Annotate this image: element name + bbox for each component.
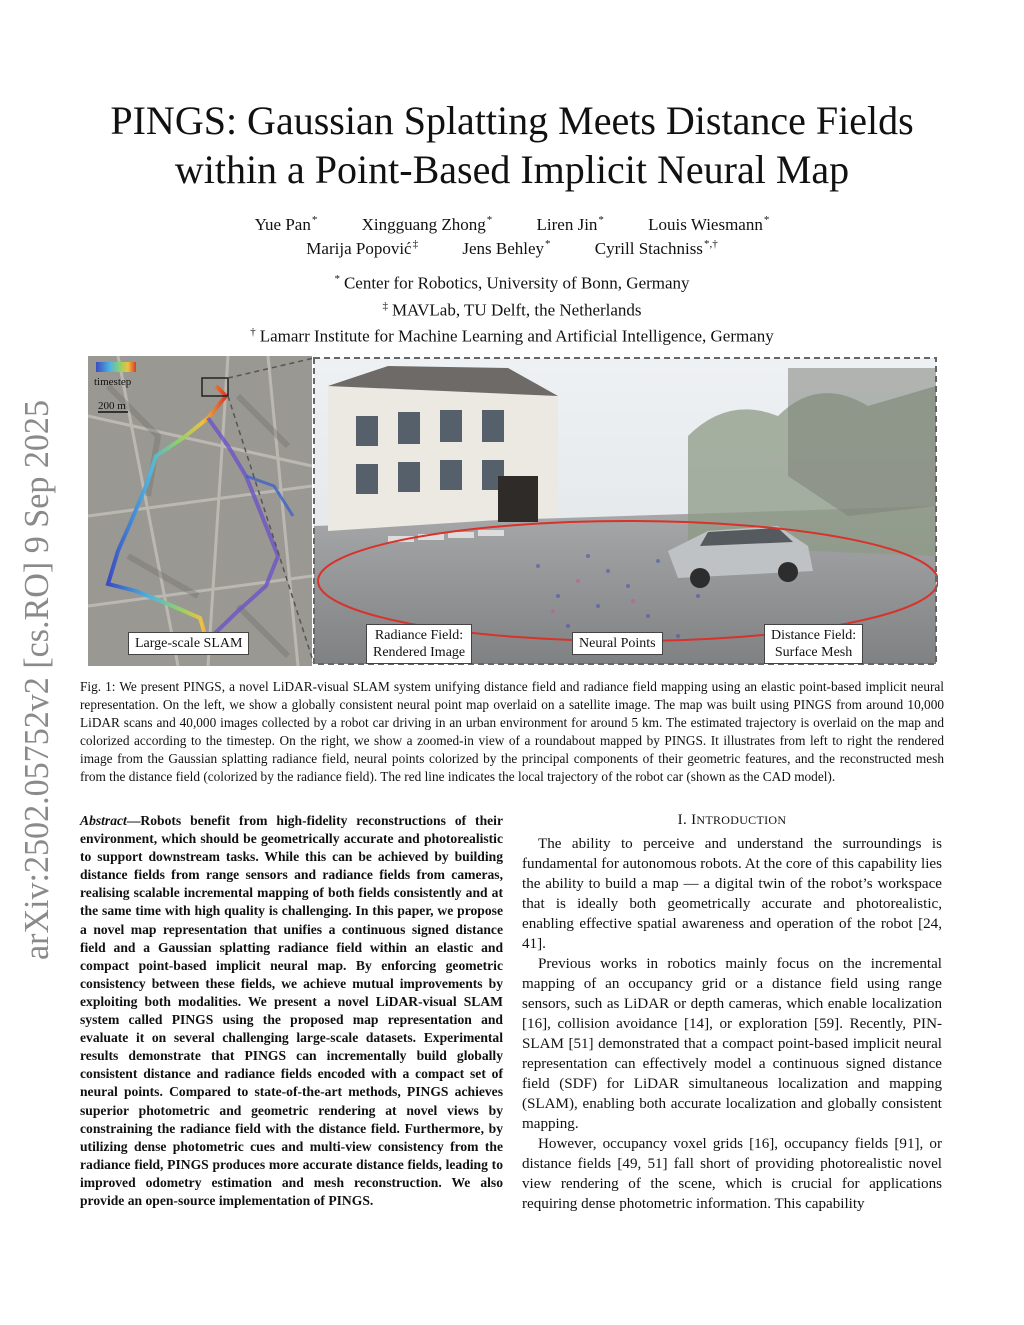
affiliations — [60, 268, 964, 348]
label-radiance-field: Radiance Field: Rendered Image — [366, 624, 472, 664]
label-distance-field: Distance Field: Surface Mesh — [764, 624, 863, 664]
affiliation: * Center for Robotics, University of Bonn, Germany — [334, 273, 690, 293]
paragraph: However, occupancy voxel grids [16], occupancy fields [91], or distance fields [49, 51] fall short of providing photorealistic novel view rendering of the scene, which is crucial for applications requiring dense photometric information. This capability — [522, 1136, 942, 1212]
abstract-text: —Robots benefit from high-fidelity reconstructions of their environment, which should be geometrically accurate and photorealistic to support downstream tasks. While this can be achieved by building distance fields from range sensors and radiance fields from cameras, realising scalable incremental mapping of both fields consistently and at the same time with high quality is challenging. In this paper, we propose a novel map representation that unifies a continuous signed distance field and a Gaussian splatting radiance field within an elastic and compact point-based implicit neural map. By enforcing geometric consistency between these fields, we achieve mutual improvements by exploiting both modalities. We present a novel LiDAR-visual SLAM system called PINGS using the proposed map representation and evaluate it on several challenging large-scale datasets. Experimental results demonstrate that PINGS can incrementally build globally consistent distance and radiance fields encoded with a compact set of neural points. Compared to state-of-the-art methods, PINGS achieves superior photometric and geometric rendering at novel views by constraining the radiance field with the distance field. Furthermore, by utilizing dense photometric cues and multi-view consistency from the radiance field, PINGS produces more accurate distance fields, leading to improved odometry estimation and mesh reconstruction. We also provide an open-source implementation of PINGS. — [80, 813, 503, 1208]
label-large-scale-slam: Large-scale SLAM — [128, 632, 249, 655]
abstract — [80, 812, 503, 1210]
title-line-2: within a Point-Based Implicit Neural Map — [174, 147, 850, 192]
paragraph: The ability to perceive and understand the surroundings is fundamental for autonomous robots. At the core of this capability lies the ability to build a map — a digital twin of the robot’s workspace that is ideally both geometrically accurate and photorealistic, enabling effective spatial awareness and operation of the robot [24, 41]. — [522, 836, 942, 952]
author: Yue Pan* — [254, 214, 318, 234]
arxiv-stamp-text: arXiv:2502.05752v2 [cs.RO] 9 Sep 2025 — [17, 384, 56, 960]
paper-title — [60, 96, 964, 194]
author: Louis Wiesmann* — [648, 214, 770, 234]
figure-caption: Fig. 1: We present PINGS, a novel LiDAR-visual SLAM system unifying distance field and radiance field mapping using an elastic point-based implicit neural representation. On the left, we show a globally consistent neural point map overlaid on a satellite image. The map was built using PINGS from around 10,000 LiDAR scans and 40,000 images collected by a robot car driving in an urban environment for around 5 km. The estimated trajectory is overlaid on the map and colorized according to the timestep. On the right, we show a zoomed-in view of a roundabout mapped by PINGS. It illustrates from left to right the rendered image from the Gaussian splatting radiance field, neural points colorized by the principal components of their geometric features, and the reconstructed mesh from the distance field (colorized by the radiance field). The red line indicates the local trajectory of the robot car (shown as the CAD model). — [80, 679, 944, 784]
affiliation: † Lamarr Institute for Machine Learning and Artificial Intelligence, Germany — [250, 326, 774, 346]
title-line-1: PINGS: Gaussian Splatting Meets Distance Fields — [110, 98, 914, 143]
introduction-text — [522, 834, 942, 1214]
figure-graphic — [88, 356, 938, 668]
author: Jens Behley* — [462, 238, 551, 258]
paragraph: Previous works in robotics mainly focus on the incremental mapping of an occupancy grid or a distance field using range sensors, such as LiDAR or depth cameras, which enable localization [16], collision avoidance [14], or exploration [59]. Recently, PIN-SLAM [51] demonstrated that a compact point-based implicit neural representation can effectively model a continuous signed distance field (SDF) for LiDAR simultaneous localization and mapping (SLAM), enabling both accurate localization and globally consistent mapping. — [522, 956, 942, 1132]
authors-row-1 — [60, 214, 964, 235]
arxiv-stamp — [8, 380, 60, 980]
timestep-label: timestep — [94, 376, 132, 388]
authors-row-2 — [60, 238, 964, 259]
abstract-label: Abstract — [80, 813, 127, 828]
author: Marija Popović‡ — [306, 238, 419, 258]
arxiv-stamp-svg — [8, 380, 60, 980]
section-heading: I. INTRODUCTION — [677, 812, 787, 828]
affiliation: ‡ MAVLab, TU Delft, the Netherlands — [382, 299, 642, 320]
author: Xingguang Zhong* — [361, 214, 493, 234]
scale-label: 200 m — [98, 400, 126, 412]
author: Liren Jin* — [536, 214, 604, 234]
roundabout-scene-panel — [314, 358, 938, 664]
author: Cyrill Stachniss*,† — [594, 238, 718, 258]
label-neural-points: Neural Points — [572, 632, 663, 655]
figure-1 — [88, 356, 938, 668]
